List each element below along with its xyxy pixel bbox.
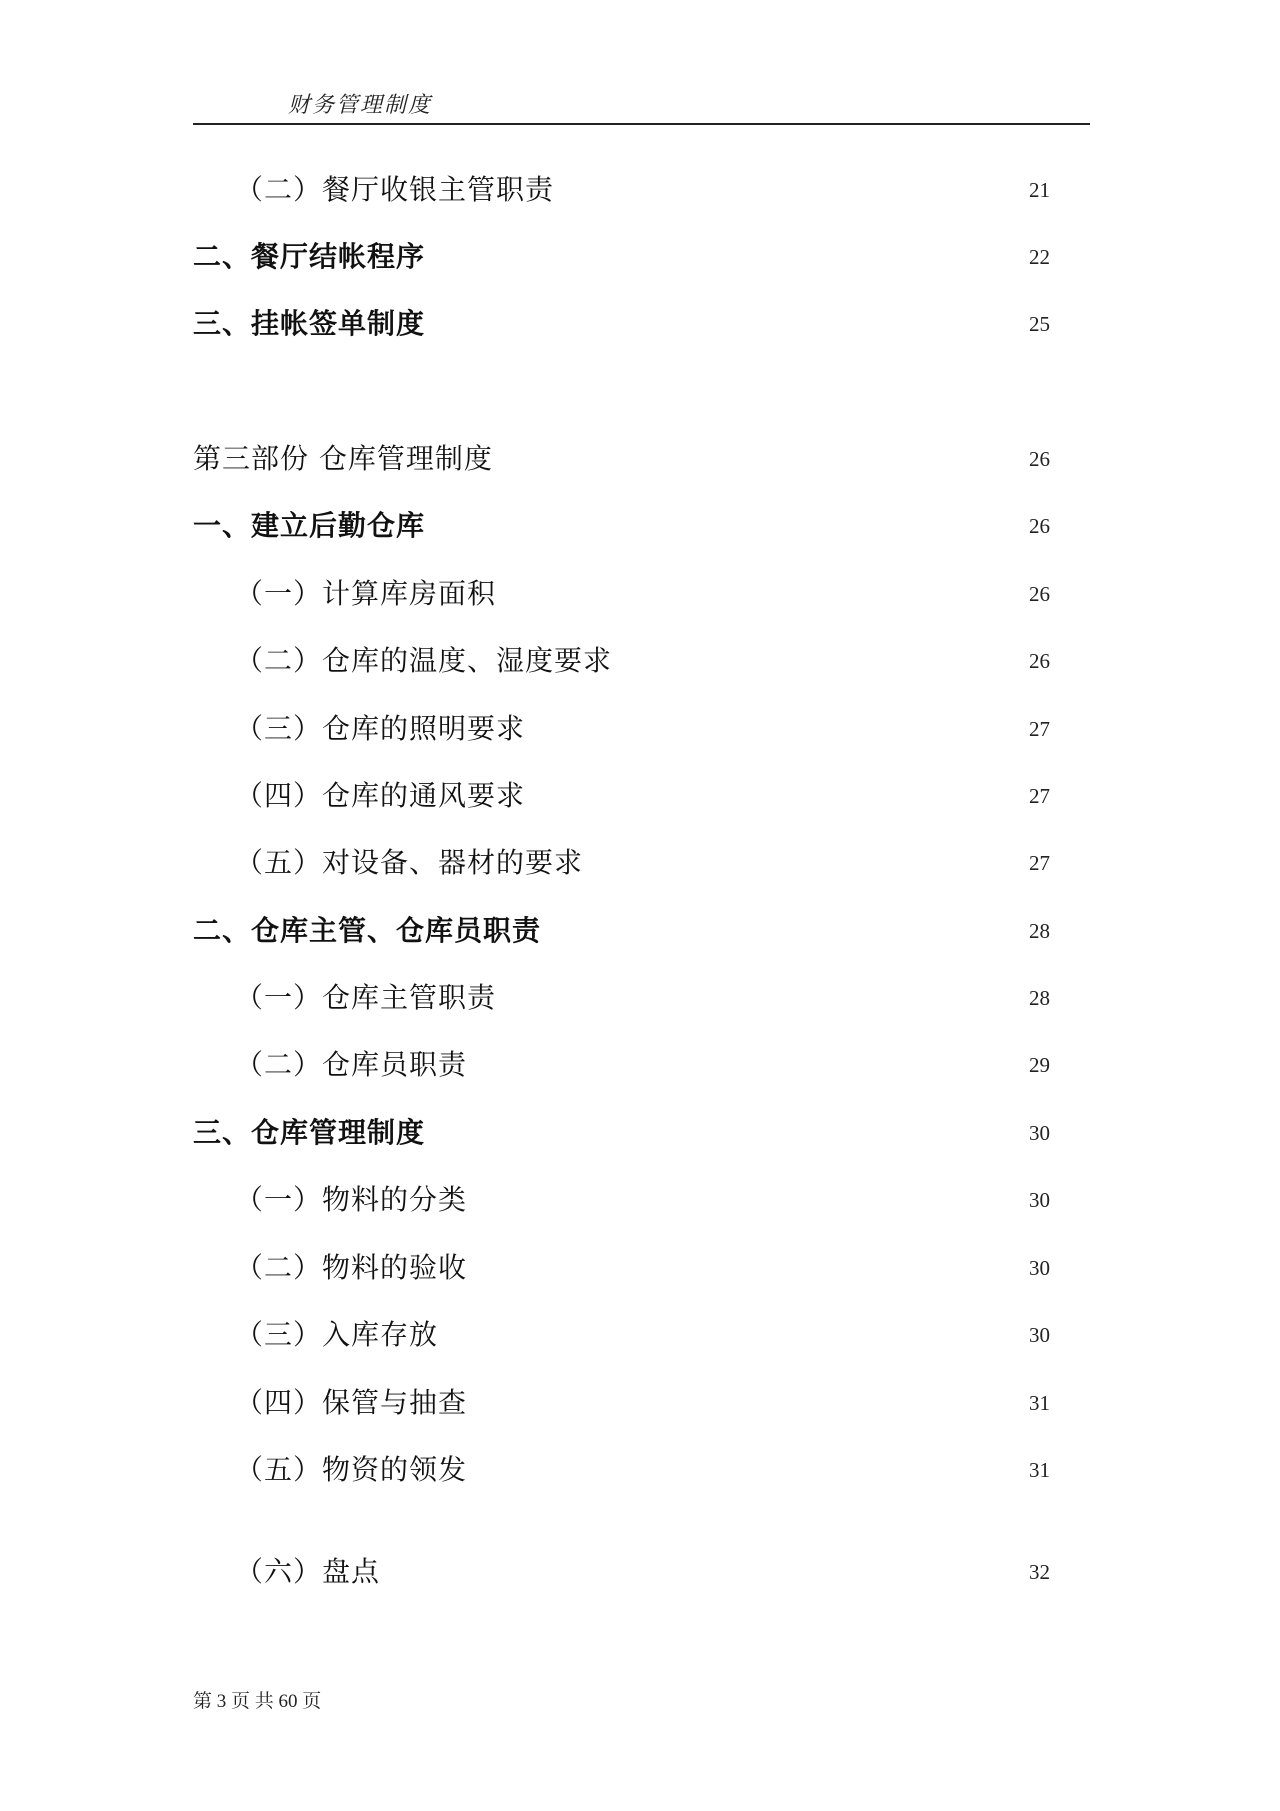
- toc-entry-page-number: 27: [1029, 717, 1050, 741]
- toc-entry-page-number: 30: [1029, 1188, 1050, 1212]
- toc-entry[interactable]: [0, 639, 1280, 683]
- toc-entry-label: （四）仓库的通风要求: [235, 779, 526, 812]
- toc-entry-page-number: 27: [1029, 851, 1050, 875]
- toc-entry-label: 二、仓库主管、仓库员职责: [193, 914, 542, 947]
- toc-entry-label: （一）物料的分类: [235, 1183, 468, 1216]
- toc-entry-page-number: 22: [1029, 245, 1050, 269]
- toc-entry[interactable]: [0, 504, 1280, 548]
- toc-entry-label: （二）物料的验收: [235, 1251, 468, 1284]
- toc-entry-label: 三、仓库管理制度: [193, 1116, 426, 1149]
- page-footer: 第 3 页 共 60 页: [193, 1691, 322, 1712]
- toc-entry-label: 二、餐厅结帐程序: [193, 240, 426, 273]
- toc-entry[interactable]: [0, 572, 1280, 616]
- toc-entry-page-number: 29: [1029, 1053, 1050, 1077]
- toc-entry-page-number: 30: [1029, 1256, 1050, 1280]
- toc-entry-label: （二）仓库的温度、湿度要求: [235, 644, 613, 677]
- toc-entry[interactable]: [0, 1313, 1280, 1357]
- toc-entry-page-number: 31: [1029, 1458, 1050, 1482]
- toc-entry[interactable]: [0, 168, 1280, 212]
- toc-entry[interactable]: [0, 1178, 1280, 1222]
- toc-entry-label: （三）仓库的照明要求: [235, 712, 526, 745]
- toc-entry-label: 第三部份 仓库管理制度: [193, 442, 493, 475]
- toc-entry-label: （三）入库存放: [235, 1318, 439, 1351]
- toc-entry[interactable]: [0, 1550, 1280, 1594]
- toc-entry-label: （二）餐厅收银主管职责: [235, 173, 555, 206]
- toc-entry-page-number: 26: [1029, 582, 1050, 606]
- header-divider: [193, 123, 1090, 125]
- toc-entry[interactable]: [0, 976, 1280, 1020]
- toc-entry-page-number: 28: [1029, 986, 1050, 1010]
- toc-entry[interactable]: [0, 1381, 1280, 1425]
- toc-entry[interactable]: [0, 707, 1280, 751]
- toc-entry-label: （五）物资的领发: [235, 1453, 468, 1486]
- running-header-title: 财务管理制度: [288, 93, 433, 118]
- toc-entry-label: （六）盘点: [235, 1555, 381, 1588]
- toc-entry-page-number: 27: [1029, 784, 1050, 808]
- toc-entry-page-number: 31: [1029, 1391, 1050, 1415]
- toc-entry-page-number: 25: [1029, 312, 1050, 336]
- toc-entry[interactable]: [0, 302, 1280, 346]
- toc-entry-page-number: 28: [1029, 919, 1050, 943]
- toc-entry[interactable]: [0, 774, 1280, 818]
- toc-entry[interactable]: [0, 1043, 1280, 1087]
- toc-entry-page-number: 32: [1029, 1560, 1050, 1584]
- toc-entry-label: （一）仓库主管职责: [235, 981, 497, 1014]
- toc-entry[interactable]: [0, 909, 1280, 953]
- toc-entry[interactable]: [0, 1111, 1280, 1155]
- toc-entry-page-number: 30: [1029, 1323, 1050, 1347]
- toc-entry-page-number: 26: [1029, 514, 1050, 538]
- toc-entry-label: （一）计算库房面积: [235, 577, 497, 610]
- toc-entry-label: （二）仓库员职责: [235, 1048, 468, 1081]
- toc-entry-label: （四）保管与抽查: [235, 1386, 468, 1419]
- toc-section-heading[interactable]: [0, 437, 1280, 481]
- toc-entry-label: 三、挂帐签单制度: [193, 307, 426, 340]
- toc-entry[interactable]: [0, 235, 1280, 279]
- toc-entry-page-number: 26: [1029, 649, 1050, 673]
- toc-entry-label: 一、建立后勤仓库: [193, 509, 426, 542]
- toc-entry-label: （五）对设备、器材的要求: [235, 846, 584, 879]
- toc-entry-page-number: 21: [1029, 178, 1050, 202]
- toc-entry[interactable]: [0, 1246, 1280, 1290]
- toc-entry[interactable]: [0, 841, 1280, 885]
- toc-entry[interactable]: [0, 1448, 1280, 1492]
- toc-entry-page-number: 30: [1029, 1121, 1050, 1145]
- toc-entry-page-number: 26: [1029, 447, 1050, 471]
